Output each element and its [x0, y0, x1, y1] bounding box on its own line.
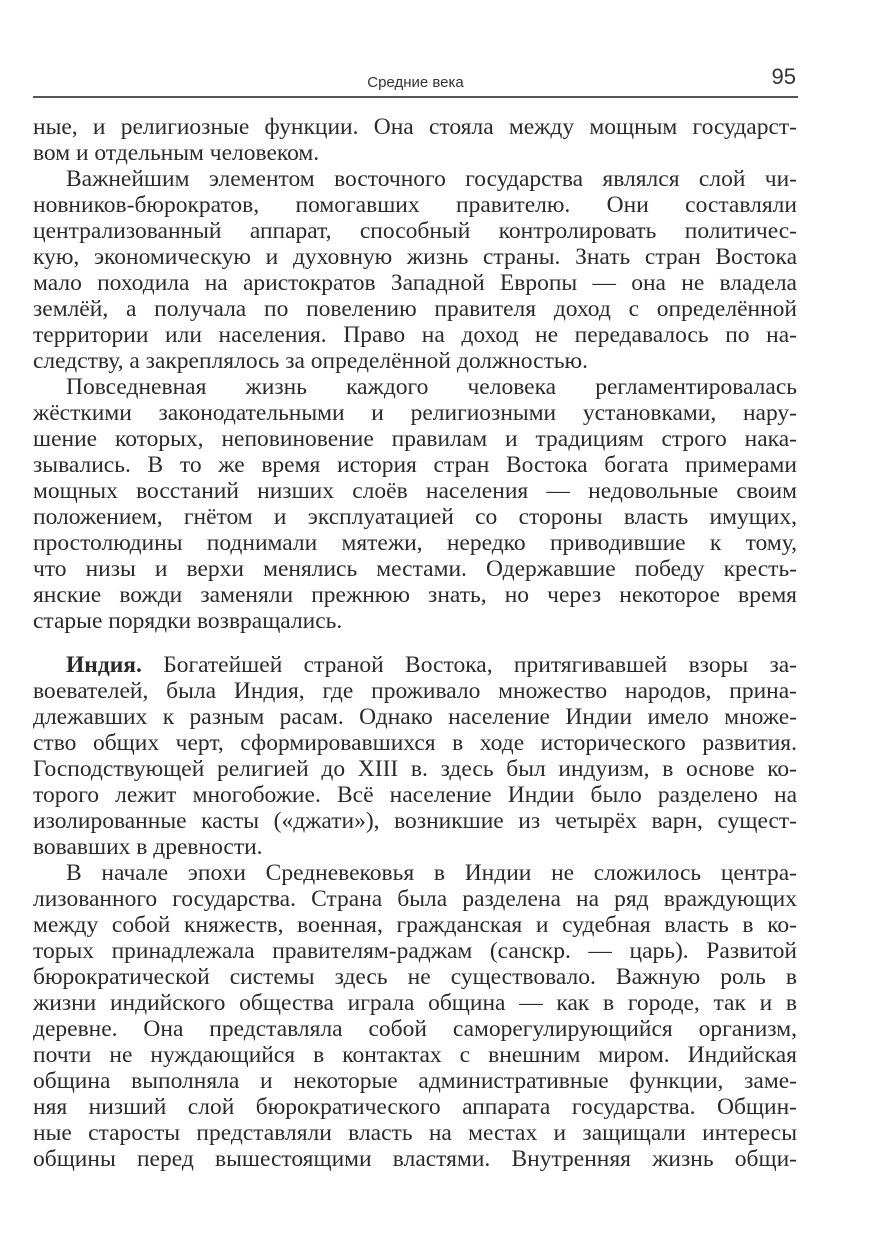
- body-text: [33, 114, 797, 1172]
- text-line: вом и отдельным человеком.: [33, 140, 320, 166]
- text-line: изолированные касты («джати»), возникшие из четырёх варн, сущест-: [33, 808, 797, 834]
- text-line: мощных восстаний низших слоёв населения — недовольные своим: [33, 478, 797, 504]
- text-line: деревне. Она представляла собой саморегулирующийся организм,: [33, 1016, 797, 1042]
- paragraph: [33, 860, 797, 1172]
- text-line: лизованного государства. Страна была разделена на ряд враждующих: [33, 886, 797, 912]
- text-line: ные, и религиозные функции. Она стояла между мощным государст-: [33, 114, 797, 140]
- text-line: длежавших к разным расам. Однако население Индии имело множе-: [33, 704, 797, 730]
- text-line: бюрократической системы здесь не существовало. Важную роль в: [33, 964, 797, 990]
- text-line: шение которых, неповиновение правилам и традициям строго нака-: [33, 426, 797, 452]
- paragraph: [33, 652, 797, 860]
- text-line: ство общих черт, сформировавшихся в ходе исторического развития.: [33, 730, 797, 756]
- text-line: централизованный аппарат, способный контролировать политичес-: [33, 218, 797, 244]
- paragraph: [33, 374, 797, 634]
- text-line: воевателей, была Индия, где проживало множество народов, принa-: [33, 678, 797, 704]
- text-line: В начале эпохи Средневековья в Индии не сложилось центра-: [66, 860, 797, 886]
- text-line: Господствующей религией до XIII в. здесь был индуизм, в основе ко-: [33, 756, 797, 782]
- text-line: община выполняла и некоторые административные функции, заме-: [33, 1068, 797, 1094]
- text-line: [33, 652, 797, 678]
- text-line: следству, а закреплялось за определённой должностью.: [33, 348, 588, 374]
- page-number: 95: [771, 64, 796, 89]
- text-line: старые порядки возвращались.: [33, 608, 343, 634]
- text-line: мало походила на аристократов Западной Европы — она не владела: [33, 270, 797, 296]
- text-line: между собой княжеств, военная, гражданская и судебная власть в ко-: [33, 912, 797, 938]
- paragraph: [33, 114, 797, 166]
- text-line: няя низший слой бюрократического аппарата государства. Общин-: [33, 1094, 797, 1120]
- section-title: Средние века: [367, 74, 464, 91]
- text-line: Повседневная жизнь каждого человека регламентировалась: [66, 374, 797, 400]
- text-line: вовавших в древности.: [33, 834, 263, 860]
- text-line: территории или населения. Право на доход не передавалось по на-: [33, 322, 797, 348]
- text-line: положением, гнётом и эксплуатацией со стороны власть имущих,: [33, 504, 797, 530]
- section-lead-heading: Индия.: [66, 652, 142, 678]
- text-line: общины перед вышестоящими властями. Внутренняя жизнь общи-: [33, 1146, 797, 1172]
- text-line: что низы и верхи менялись местами. Одержавшие победу кресть-: [33, 556, 797, 582]
- text-line: новников-бюрократов, помогавших правителю. Они составляли: [33, 192, 797, 218]
- text-line: янские вожди заменяли прежнюю знать, но через некоторое время: [33, 582, 797, 608]
- text-line: простолюдины поднимали мятежи, нередко приводившие к тому,: [33, 530, 797, 556]
- text-line: почти не нуждающийся в контактах с внешним миром. Индийская: [33, 1042, 797, 1068]
- text-line: кую, экономическую и духовную жизнь страны. Знать стран Востока: [33, 244, 797, 270]
- text-line: ные старосты представляли власть на местах и защищали интересы: [33, 1120, 797, 1146]
- text-line-rest: Богатейшей страной Востока, притягивавшей взоры за-: [141, 652, 797, 678]
- text-line: зывались. В то же время история стран Востока богата примерами: [33, 452, 797, 478]
- text-line: жизни индийского общества играла община — как в городе, так и в: [33, 990, 797, 1016]
- running-header: [33, 64, 798, 98]
- text-line: Важнейшим элементом восточного государства являлся слой чи-: [66, 166, 797, 192]
- text-line: жёсткими законодательными и религиозными установками, нару-: [33, 400, 797, 426]
- text-line: торого лежит многобожие. Всё население Индии было разделено на: [33, 782, 797, 808]
- text-line: торых принадлежала правителям-раджам (санскр. — царь). Развитой: [33, 938, 797, 964]
- paragraph: [33, 166, 797, 374]
- text-line: землёй, а получала по повелению правителя доход с определённой: [33, 296, 797, 322]
